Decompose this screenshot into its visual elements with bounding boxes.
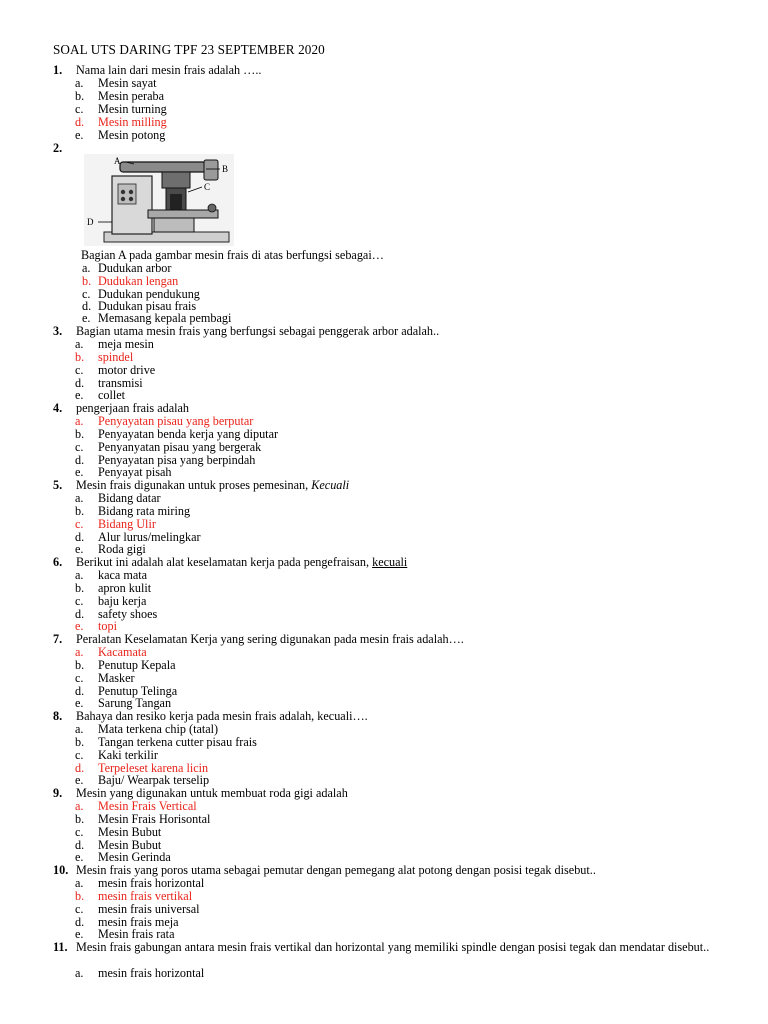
question-number: 1. [53, 63, 63, 77]
question-text: Mesin frais gabungan antara mesin frais vertikal dan horizontal yang memiliki spindle dengan posisi tegak dan mendatar disebut.. [76, 940, 710, 954]
question-text: Mesin frais digunakan untuk proses pemesinan, Kecuali [76, 478, 350, 492]
question-text: Peralatan Keselamatan Kerja yang sering digunakan pada mesin frais adalah…. [76, 632, 464, 646]
question-number: 2. [53, 141, 63, 155]
question-text: Nama lain dari mesin frais adalah ….. [76, 63, 262, 77]
question-text: Mesin frais yang poros utama sebagai pemutar dengan pemegang alat potong dengan posisi tegak disebut.. [76, 863, 596, 877]
question-text: Mesin yang digunakan untuk membuat roda gigi adalah [76, 786, 348, 800]
question-keyword: Kecuali [311, 478, 350, 492]
figure-label-a: A [114, 156, 121, 166]
question-number: 9. [53, 786, 63, 800]
question-number: 7. [53, 632, 63, 646]
question-number: 5. [53, 478, 63, 492]
figure-label-d: D [87, 217, 94, 227]
question-number: 10. [53, 863, 69, 877]
question-keyword: kecuali [372, 555, 408, 569]
document-title: SOAL UTS DARING TPF 23 SEPTEMBER 2020 [53, 42, 325, 57]
question-text: Bagian utama mesin frais yang berfungsi sebagai penggerak arbor adalah.. [76, 324, 440, 338]
question-number: 6. [53, 555, 63, 569]
question-number: 8. [53, 709, 63, 723]
question-number: 3. [53, 324, 63, 338]
document-page: SOAL UTS DARING TPF 23 SEPTEMBER 2020 1. Nama lain dari mesin frais adalah ….. a. Mesin sayat b. Mesin peraba c. Mesin turning d. Mesin milling e. Mesin potong 2. A B C D Bagian A pada gambar mesin frais di atas berfungsi sebagai… a. Dudukan arbor b. Dudukan lengan c. Dudukan pendukung d. Dudukan pisau frais e. Memasang kepala pembagi 3. Bagian utama mesin frais yang berfungsi sebagai penggerak arbor adalah.. a. meja mesin b. spindel c. motor drive d. transmisi e. collet 4. pengerjaan frais adalah a. Penyayatan pisau yang berputar b. Penyayatan benda kerja yang diputar c. Penyanyatan pisau yang bergerak d. Penyayatan pisa yang berpindah e. Penyayat pisah 5. Mesin frais digunakan untuk proses pemesinan, Kecuali a. Bidang datar b. Bidang rata miring c. Bidang Ulir d. Alur lurus/melingkar e. Roda gigi 6. Berikut ini adalah alat keselamatan kerja pada pengefraisan, kecuali a. kaca mata b. apron kulit c. baju kerja d. safety shoes e. topi 7. Peralatan Keselamatan Kerja yang sering digunakan pada mesin frais adalah…. a. Kacamata b. Penutup Kepala c. Masker d. Penutup Telinga e. Sarung Tangan 8. Bahaya dan resiko kerja pada mesin frais adalah, kecuali…. a. Mata terkena chip (tatal) b. Tangan terkena cutter pisau frais c. Kaki terkilir d. Terpeleset karena licin e. Baju/ Wearpak terselip 9. Mesin yang digunakan untuk membuat roda gigi adalah a. Mesin Frais Vertical b. Mesin Frais Horisontal c. Mesin Bubut d. Mesin Bubut e. Mesin Gerinda 10. Mesin frais yang poros utama sebagai pemutar dengan pemegang alat potong dengan posisi tegak disebut.. a. mesin frais horizontal b. mesin frais vertikal c. mesin frais universal d. mesin frais meja e. Mesin frais rata 11. Mesin frais gabungan antara mesin frais vertikal dan horizontal yang memiliki spindle dengan posisi tegak dan mendatar disebut.. a. mesin frais horizontal [0, 0, 768, 1024]
question-text: Bahaya dan resiko kerja pada mesin frais adalah, kecuali…. [76, 709, 368, 723]
question-text: Berikut ini adalah alat keselamatan kerja pada pengefraisan, kecuali [76, 555, 408, 569]
milling-machine-figure [84, 154, 234, 246]
question-number: 11. [53, 940, 68, 954]
question-text: pengerjaan frais adalah [76, 401, 190, 415]
figure-label-b: B [222, 164, 229, 174]
question-text: Bagian A pada gambar mesin frais di atas berfungsi sebagai… [81, 248, 384, 262]
figure-label-c: C [204, 182, 211, 192]
question-number: 4. [53, 401, 63, 415]
